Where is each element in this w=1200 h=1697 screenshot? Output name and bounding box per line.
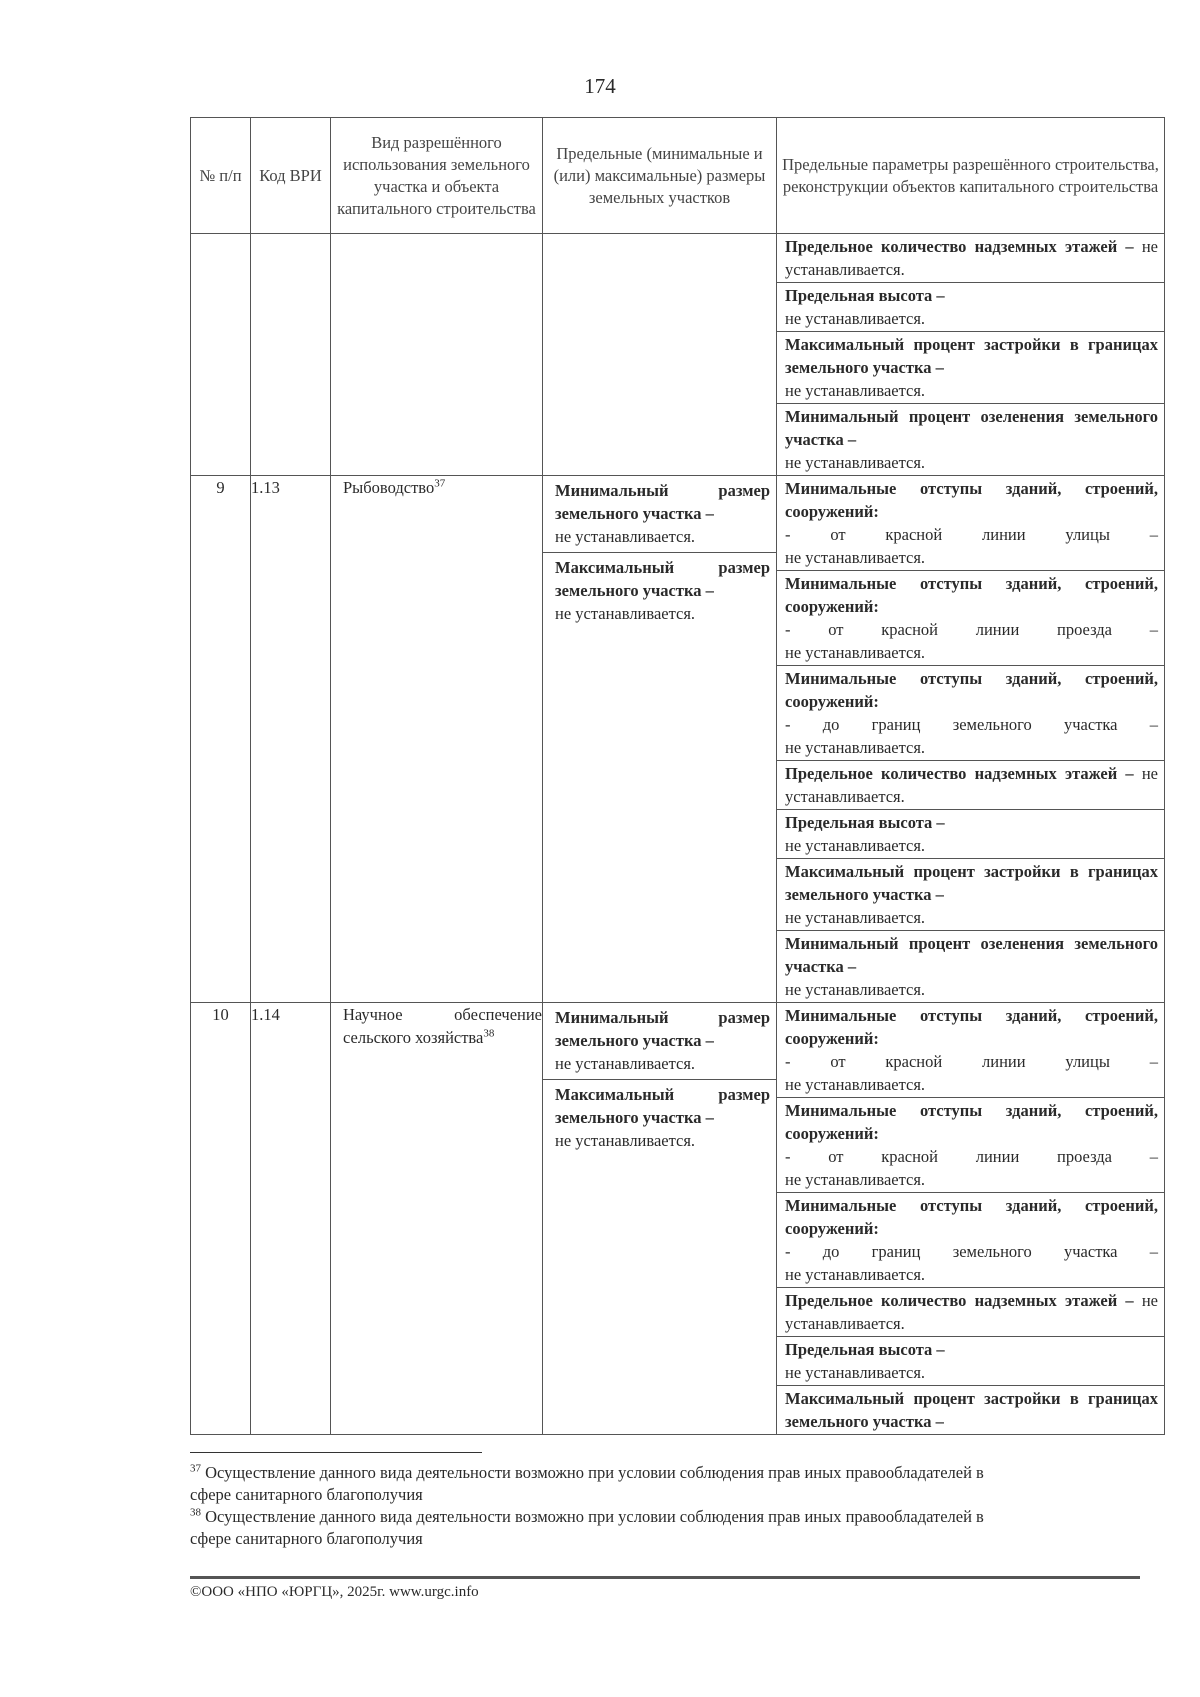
param-block: Минимальные отступы зданий, строений, сооружений: - до границ земельного участка – не устанавливается. [777, 1193, 1164, 1288]
footnote-38: $^{38}$ Осуществление данного вида деятельности возможно при условии соблюдения прав иных правообладателей в сфере санитарного благополучия [190, 1506, 984, 1548]
param-block: Минимальный процент озеленения земельного участка – не устанавливается. [785, 407, 1158, 472]
param-block: Предельное количество надземных этажей – не устанавливается. [777, 761, 1164, 810]
table-row-continued [191, 234, 1165, 476]
param-block: Минимальные отступы зданий, строений, сооружений: - от красной линии проезда – не устанавливается. [777, 571, 1164, 666]
row-code: 1.13 [251, 476, 331, 1003]
params-cell [777, 476, 1165, 1003]
param-block: Предельное количество надземных этажей – не устанавливается. [777, 234, 1164, 283]
footer-copyright: ©ООО «НПО «ЮРГЦ», 2025г. www.urgc.info [190, 1584, 479, 1600]
param-block: Предельное количество надземных этажей – не устанавливается. [777, 1288, 1164, 1337]
param-block: Предельная высота – не устанавливается. [777, 1337, 1164, 1386]
size-block: Минимальный размер земельного участка – не устанавливается. [543, 476, 776, 553]
row-use-type: Научное обеспечение сельского хозяйства$^{38}$ [331, 1003, 543, 1435]
param-block: Максимальный процент застройки в границах земельного участка – [785, 1389, 1158, 1431]
sizes-cell [543, 1003, 777, 1435]
header-num: № п/п [191, 118, 251, 234]
row-num: 9 [191, 476, 251, 1003]
row-num: 10 [191, 1003, 251, 1435]
page-number: 174 [584, 74, 616, 98]
param-block: Предельная высота – не устанавливается. [777, 283, 1164, 332]
footer-divider [190, 1576, 1140, 1579]
param-block: Минимальный процент озеленения земельного участка – не устанавливается. [785, 934, 1158, 999]
footnotes [190, 1462, 1010, 1550]
header-code: Код ВРИ [251, 118, 331, 234]
header-parameters: Предельные параметры разрешённого строительства, реконструкции объектов капитального строительства [777, 118, 1165, 234]
row-code: 1.14 [251, 1003, 331, 1435]
param-block: Максимальный процент застройки в границах земельного участка – не устанавливается. [777, 859, 1164, 931]
table-row-10 [191, 1003, 1165, 1435]
param-block: Минимальные отступы зданий, строений, сооружений: - от красной линии улицы – не устанавливается. [777, 1003, 1164, 1098]
header-plot-sizes: Предельные (минимальные и (или) максимальные) размеры земельных участков [543, 118, 777, 234]
size-block: Максимальный размер земельного участка – не устанавливается. [555, 1085, 770, 1150]
footnote-divider [190, 1452, 482, 1453]
params-cell [777, 234, 1165, 476]
row-use-type: Рыбоводство$^{37}$ [331, 476, 543, 1003]
header-use-type: Вид разрешённого использования земельного участка и объекта капитального строительства [331, 118, 543, 234]
table-header-row [191, 118, 1165, 234]
sizes-cell [543, 476, 777, 1003]
zoning-parameters-table [190, 117, 1165, 1435]
param-block: Минимальные отступы зданий, строений, сооружений: - от красной линии улицы – не устанавливается. [777, 476, 1164, 571]
param-block: Максимальный процент застройки в границах земельного участка – не устанавливается. [777, 332, 1164, 404]
params-cell [777, 1003, 1165, 1435]
footnote-37: $^{37}$ Осуществление данного вида деятельности возможно при условии соблюдения прав иных правообладателей в сфере санитарного благополучия [190, 1462, 984, 1504]
param-block: Предельная высота – не устанавливается. [777, 810, 1164, 859]
size-block: Минимальный размер земельного участка – не устанавливается. [543, 1003, 776, 1080]
param-block: Минимальные отступы зданий, строений, сооружений: - до границ земельного участка – не устанавливается. [777, 666, 1164, 761]
size-block: Максимальный размер земельного участка – не устанавливается. [555, 558, 770, 623]
param-block: Минимальные отступы зданий, строений, сооружений: - от красной линии проезда – не устанавливается. [777, 1098, 1164, 1193]
table-row-9 [191, 476, 1165, 1003]
